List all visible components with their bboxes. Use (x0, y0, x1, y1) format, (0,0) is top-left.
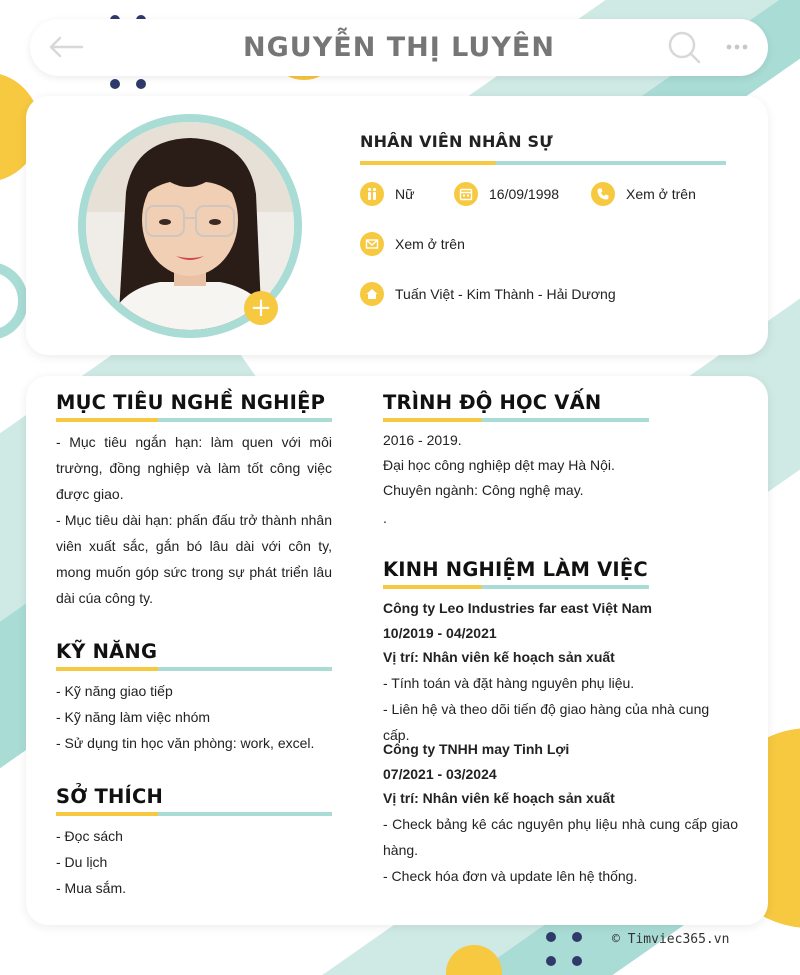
job-task: - Check bảng kê các nguyên phụ liệu nhà cung cấp giao hàng. (383, 815, 738, 858)
gender-value: Nữ (395, 186, 415, 202)
footer-credit: © Timviec365.vn (612, 932, 730, 947)
more-dots-icon[interactable] (726, 41, 748, 53)
calendar-icon (454, 182, 478, 206)
list-item: - Mua sắm. (56, 880, 127, 896)
job-task: - Liên hệ và theo dõi tiến độ giao hàng của nhà cung cấp. (383, 700, 710, 743)
education-note: . (383, 510, 387, 526)
address-value: Tuấn Việt - Kim Thành - Hải Dương (395, 286, 616, 302)
skills-title: KỸ NĂNG (56, 640, 158, 663)
skills-underline (56, 667, 332, 671)
mail-icon (360, 232, 384, 256)
career-short-term: - Mục tiêu ngắn hạn: làm quen với môi trường, đồng nghiệp và làm tốt công việc được giao. (56, 434, 332, 502)
search-icon[interactable] (667, 30, 701, 64)
phone-icon (591, 182, 615, 206)
experience-job-1 (383, 596, 738, 748)
add-photo-button[interactable]: + (244, 291, 278, 325)
address-info (360, 282, 616, 306)
career-long-term: - Mục tiêu dài hạn: phấn đấu trở thành nhân viên xuất sắc, gắn bó lâu dài với côn ty, mong muốn góp sức trong sự phát triển lâu dài cúa công ty. (56, 512, 332, 606)
email-info (360, 232, 465, 256)
skills-list (56, 678, 346, 756)
job-company: Công ty TNHH may Tinh Lợi (383, 741, 570, 757)
hobbies-underline (56, 812, 332, 816)
job-task: - Check hóa đơn và update lên hệ thống. (383, 867, 638, 884)
list-item: - Sử dụng tin học văn phòng: work, excel. (56, 735, 315, 751)
education-underline (383, 418, 649, 422)
experience-title: KINH NGHIỆM LÀM VIỆC (383, 558, 648, 581)
job-period: 10/2019 - 04/2021 (383, 624, 497, 641)
list-item: - Kỹ năng làm việc nhóm (56, 709, 211, 725)
job-task: - Tính toán và đặt hàng nguyên phụ liệu. (383, 674, 635, 691)
list-item: - Đọc sách (56, 828, 123, 844)
education-school: Đại học công nghiệp dệt may Hà Nội. (383, 457, 615, 473)
list-item: - Du lịch (56, 854, 108, 870)
career-title: MỤC TIÊU NGHỀ NGHIỆP (56, 391, 326, 414)
career-underline (56, 418, 332, 422)
job-company: Công ty Leo Industries far east Việt Nam (383, 600, 652, 616)
experience-job-2 (383, 737, 738, 889)
education-major: Chuyên ngành: Công nghệ may. (383, 482, 584, 498)
job-title: NHÂN VIÊN NHÂN SỰ (360, 132, 553, 151)
career-text (56, 429, 332, 611)
home-icon (360, 282, 384, 306)
phone-value: Xem ở trên (626, 186, 696, 202)
hobbies-list (56, 823, 332, 901)
job-title-underline (360, 161, 726, 165)
list-item: - Kỹ năng giao tiếp (56, 683, 173, 699)
candidate-name: NGUYỄN THỊ LUYÊN (243, 32, 555, 63)
phone-info (591, 182, 696, 206)
gender-info (360, 182, 414, 206)
header-bar (30, 19, 768, 76)
birthday-value: 16/09/1998 (489, 186, 560, 202)
job-period: 07/2021 - 03/2024 (383, 765, 497, 782)
education-text (383, 428, 738, 533)
birthday-info (454, 182, 559, 206)
education-title: TRÌNH ĐỘ HỌC VẤN (383, 391, 602, 414)
email-value: Xem ở trên (395, 236, 465, 252)
gender-icon (360, 182, 384, 206)
experience-underline (383, 585, 649, 589)
job-position: Vị trí: Nhân viên kế hoạch sản xuất (383, 649, 615, 665)
arrow-left-icon[interactable] (48, 36, 84, 58)
hobbies-title: SỞ THÍCH (56, 785, 163, 808)
education-period: 2016 - 2019. (383, 432, 462, 448)
job-position: Vị trí: Nhân viên kế hoạch sản xuất (383, 790, 615, 806)
